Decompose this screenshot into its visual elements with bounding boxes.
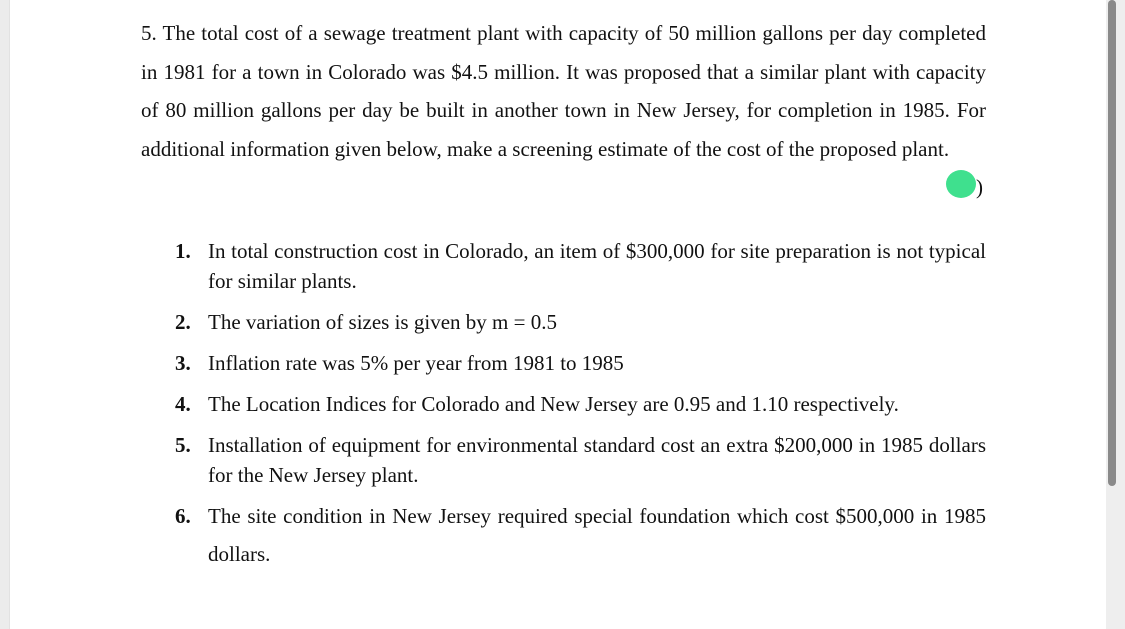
document-page	[141, 14, 986, 168]
given-information-list	[175, 236, 986, 584]
question-paragraph	[141, 14, 986, 168]
item-text: The Location Indices for Colorado and New Jersey are 0.95 and 1.10 respectively.	[208, 392, 899, 416]
item-number: 6.	[175, 504, 191, 528]
question-text: 5. The total cost of a sewage treatment plant with capacity of 50 million gallons per day completed in 1981 for a town in Colorado was $4.5 million. It was proposed that a similar plant with capacity of 80 million gallons per day be built in another town in New Jersey, for completion in 1985. For additional information given below, make a screening estimate of the cost of the proposed plant.	[141, 21, 986, 161]
item-number: 5.	[175, 433, 191, 457]
scrollbar-track[interactable]	[1106, 0, 1125, 629]
list-item	[175, 236, 986, 296]
item-text: The variation of sizes is given by m = 0.5	[208, 310, 557, 334]
page-left-edge	[0, 0, 10, 629]
item-number: 3.	[175, 351, 191, 375]
item-number: 4.	[175, 392, 191, 416]
list-item	[175, 497, 986, 573]
list-item	[175, 430, 986, 490]
green-annotation-marker	[946, 170, 976, 198]
item-text: In total construction cost in Colorado, an item of $300,000 for site preparation is not typical for similar plants.	[208, 239, 986, 293]
list-item	[175, 389, 986, 419]
item-text: The site condition in New Jersey required special foundation which cost $500,000 in 1985 dollars.	[208, 504, 986, 566]
item-text: Installation of equipment for environmental standard cost an extra $200,000 in 1985 dollars for the New Jersey plant.	[208, 433, 986, 487]
scrollbar-thumb[interactable]	[1108, 0, 1116, 486]
list-item	[175, 307, 986, 337]
list-item	[175, 348, 986, 378]
item-text: Inflation rate was 5% per year from 1981 to 1985	[208, 351, 624, 375]
marks-bracket: )	[976, 175, 983, 199]
item-number: 1.	[175, 239, 191, 263]
item-number: 2.	[175, 310, 191, 334]
